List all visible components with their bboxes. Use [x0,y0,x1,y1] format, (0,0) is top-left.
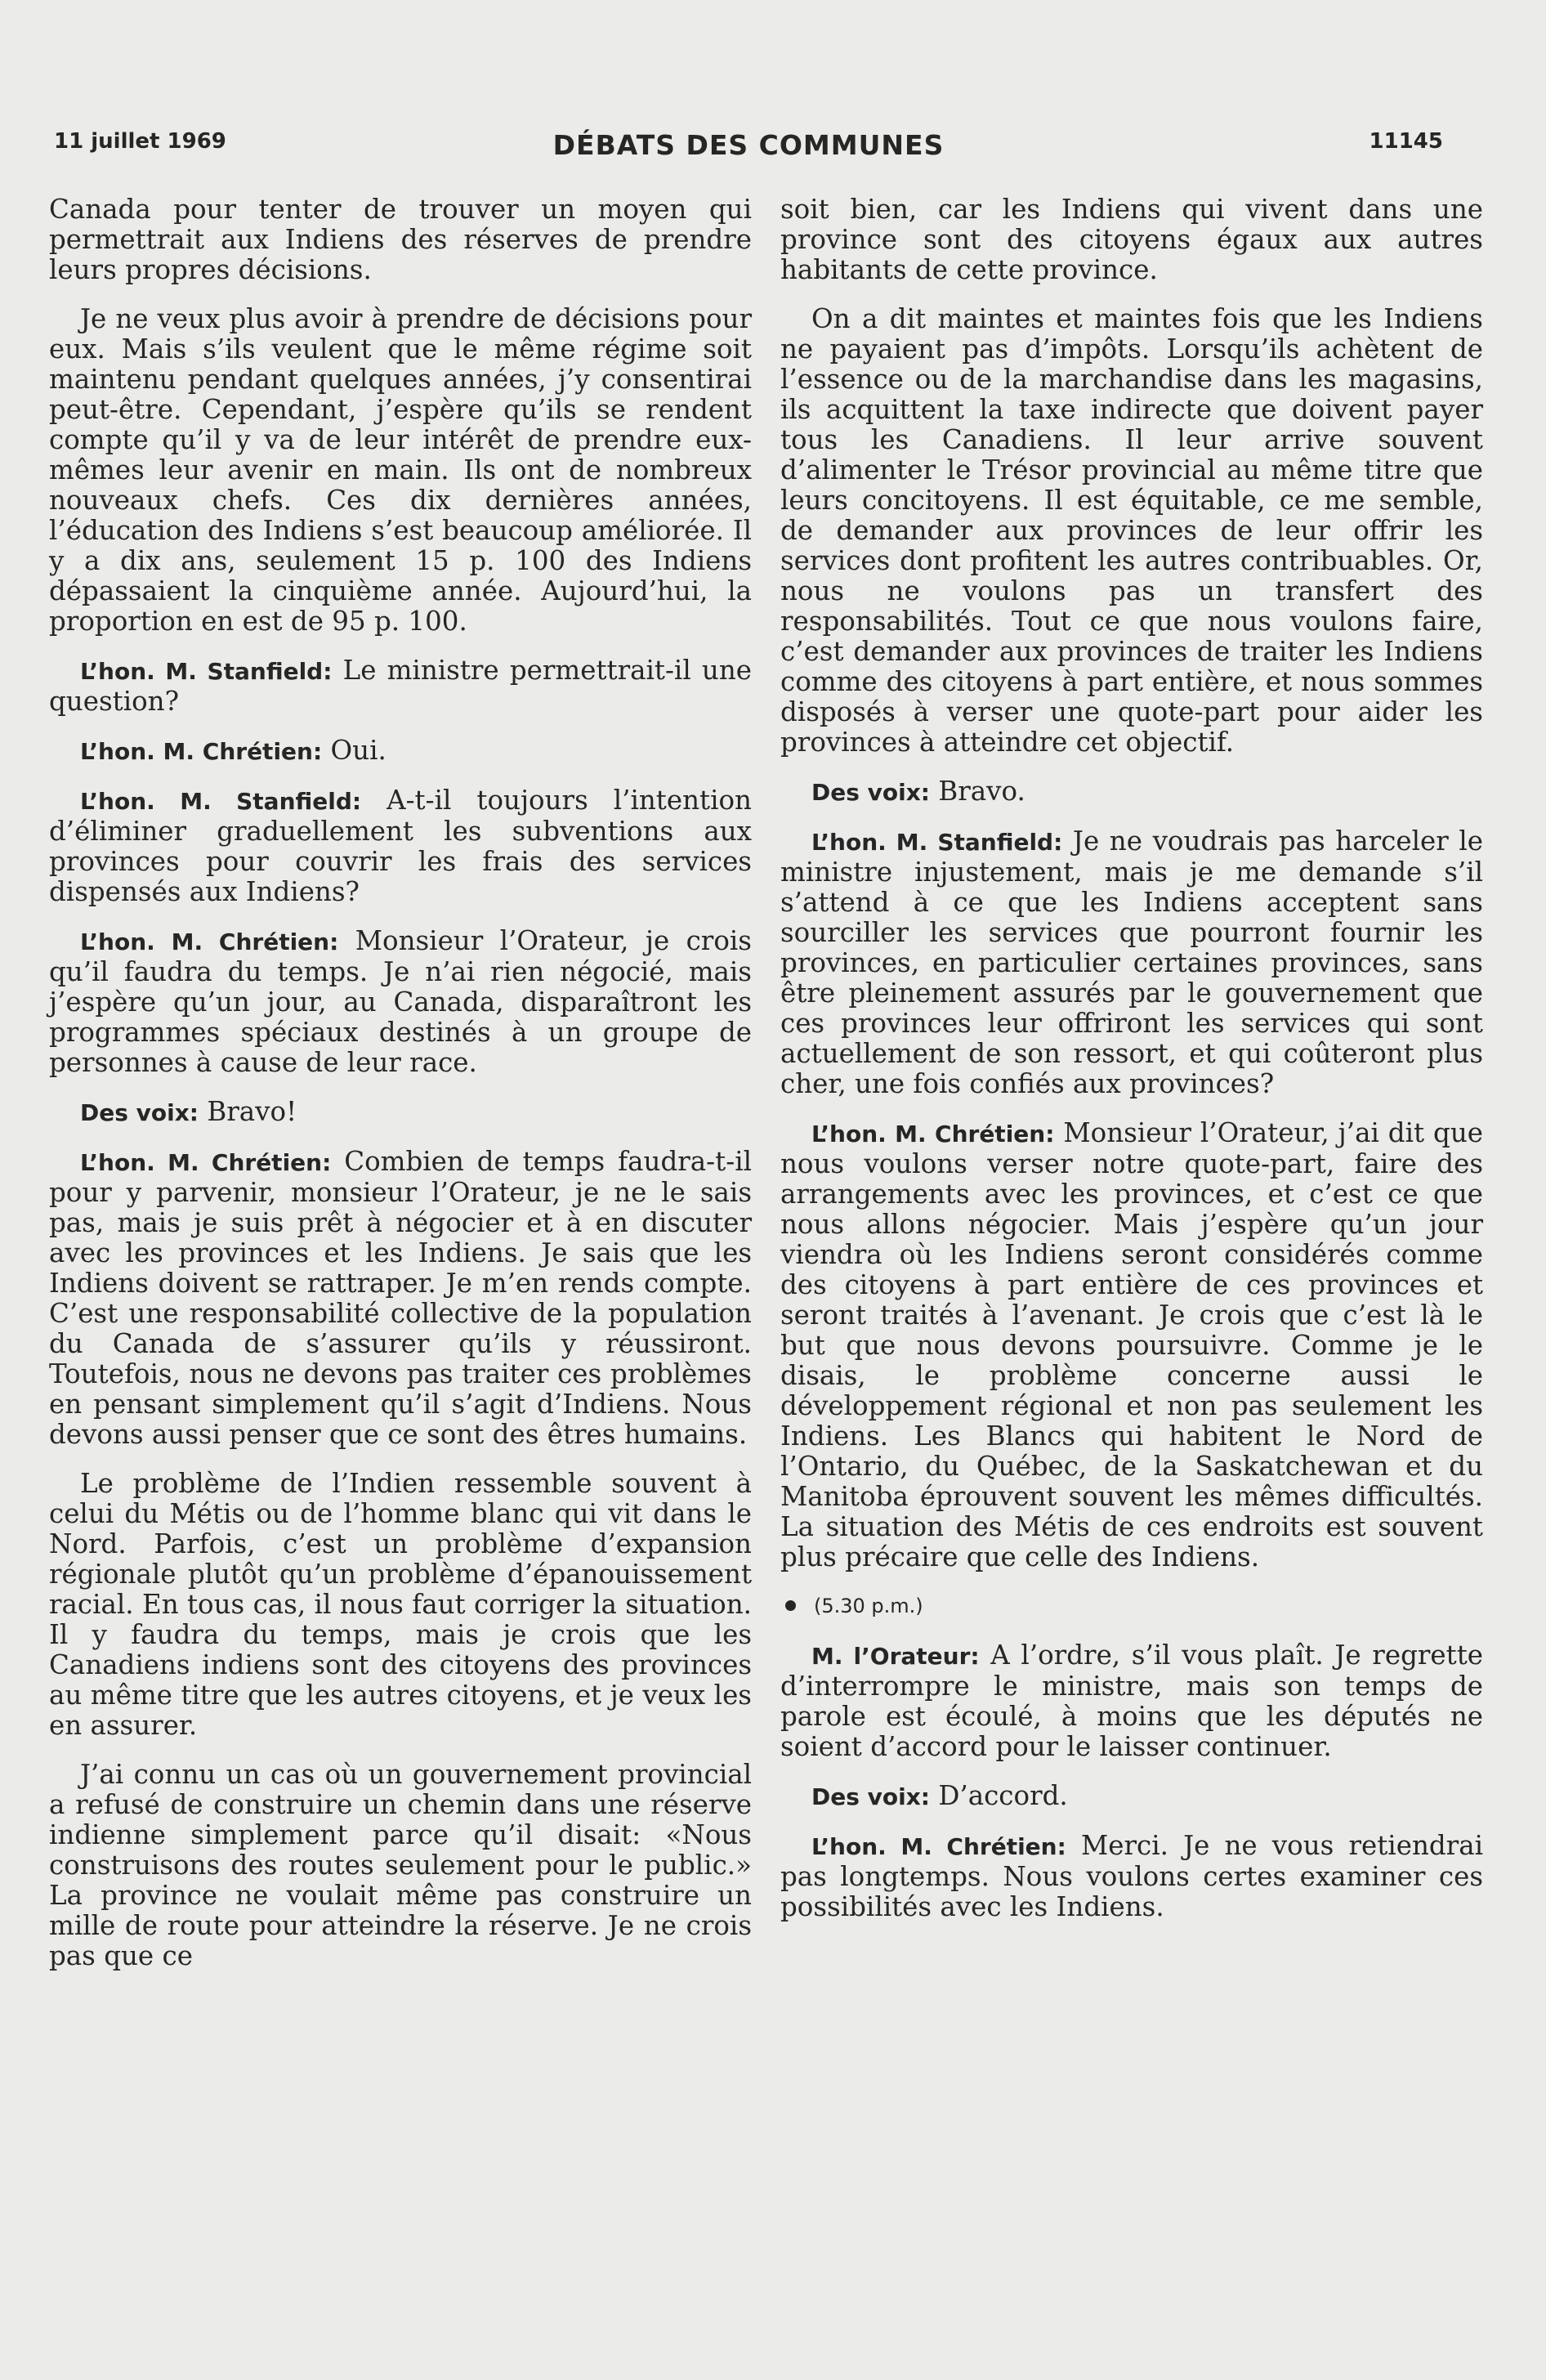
time-marker [780,1591,1483,1622]
right-column [780,195,1483,1941]
speech-paragraph [780,776,1483,808]
paragraph-text: Bravo. [938,776,1025,807]
paragraph-text: Bravo! [207,1096,297,1127]
paragraph-text: Le problème de l’Indien ressemble souvent à celui du Métis ou de l’homme blanc qui vit dans le Nord. Parfois, c’est un problème d’expansion régionale plutôt qu’un problème d’épanouissement racial. En tous cas, il nous faut corriger la situation. Il y faudra du temps, mais je crois que les Canadiens indiens sont des citoyens des provinces au même titre que les autres citoyens, et je veux les en assurer. [49,1468,752,1741]
paragraph-text: Je ne voudrais pas harceler le ministre injustement, mais je me demande s’il s’attend à ce que les Indiens acceptent sans sourciller les services que pourront fournir les provinces, en particulier certaines provinces, sans être pleinement assurés par le gouvernement que ces provinces leur offriront les services qui sont actuellement de son ressort, et qui coûteront plus cher, une fois confiés aux provinces? [780,825,1483,1099]
speaker-name: M. l’Orateur: [811,1643,980,1670]
speech-paragraph [49,655,752,717]
speech-paragraph [49,1097,752,1128]
speaker-name: Des voix: [811,1783,930,1810]
speech-paragraph [780,1831,1483,1922]
paragraph-text: (5.30 p.m.) [814,1595,923,1617]
speech-paragraph [49,736,752,767]
paragraph-text: A l’ordre, s’il vous plaît. Je regrette d’interrompre le ministre, mais son temps de parole est écoulé, à moins que les députés ne soient d’accord pour le laisser continuer. [780,1640,1483,1762]
paragraph-text: Monsieur l’Orateur, je crois qu’il faudra du temps. Je n’ai rien négocié, mais j’espère qu’un jour, au Canada, disparaîtront les programmes spéciaux destinés à un groupe de personnes à cause de leur race. [49,925,752,1078]
paragraph-text: D’accord. [938,1780,1068,1811]
bullet-icon [785,1600,796,1611]
speaker-name: L’hon. M. Stanfield: [80,658,333,685]
text-paragraph [780,304,1483,758]
speech-paragraph [780,1118,1483,1572]
paragraph-text: Canada pour tenter de trouver un moyen qui permettrait aux Indiens des réserves de prendre leurs propres décisions. [49,194,752,285]
paragraph-text: Oui. [330,735,386,766]
header-page-number: 11145 [1369,129,1443,154]
text-paragraph [780,195,1483,285]
speech-paragraph [49,1147,752,1450]
speaker-name: L’hon. M. Stanfield: [80,788,362,815]
speech-paragraph [780,1781,1483,1812]
header-date: 11 juillet 1969 [54,129,226,154]
speech-paragraph [780,826,1483,1099]
speech-paragraph [49,926,752,1078]
text-paragraph [49,1760,752,1971]
paragraph-text: Merci. Je ne vous retiendrai pas longtemps. Nous voulons certes examiner ces possibilités avec les Indiens. [780,1830,1483,1922]
speaker-name: L’hon. M. Chrétien: [80,1149,332,1176]
speaker-name: L’hon. M. Chrétien: [811,1833,1066,1860]
paragraph-text: Monsieur l’Orateur, j’ai dit que nous voulons verser notre quote-part, faire des arrangements avec les provinces, et c’est ce que nous allons négocier. Mais j’espère qu’un jour viendra où les Indiens seront considérés comme des citoyens à part entière de ces provinces et seront traités à l’avenant. Je crois que c’est là le but que nous devons poursuivre. Comme je le disais, le problème concerne aussi le développement régional et non pas seulement les Indiens. Les Blancs qui habitent le Nord de l’Ontario, du Québec, de la Saskatchewan et du Manitoba éprouvent souvent les mêmes difficultés. La situation des Métis de ces endroits est souvent plus précaire que celle des Indiens. [780,1117,1483,1572]
paragraph-text: A-t-il toujours l’intention d’éliminer graduellement les subventions aux provinces pour couvrir les frais des services dispensés aux Indiens? [49,785,752,907]
paragraph-text: Le ministre permettrait-il une question? [49,655,752,717]
speaker-name: L’hon. M. Chrétien: [811,1121,1055,1148]
text-paragraph [49,304,752,637]
text-paragraph [49,195,752,285]
speech-paragraph [49,785,752,907]
header-title: DÉBATS DES COMMUNES [552,129,945,161]
paragraph-text: soit bien, car les Indiens qui vivent dans une province sont des citoyens égaux aux autres habitants de cette province. [780,194,1483,285]
speaker-name: L’hon. M. Stanfield: [811,829,1063,856]
speaker-name: L’hon. M. Chrétien: [80,928,339,955]
speaker-name: Des voix: [80,1099,199,1126]
paragraph-text: On a dit maintes et maintes fois que les Indiens ne payaient pas d’impôts. Lorsqu’ils achètent de l’essence ou de la marchandise dans les magasins, ils acquittent la taxe indirecte que doivent payer tous les Canadiens. Il leur arrive souvent d’alimenter le Trésor provincial au même titre que leurs concitoyens. Il est équitable, ce me semble, de demander aux provinces de leur offrir les services dont profitent les autres contribuables. Or, nous ne voulons pas un transfert des responsabilités. Tout ce que nous voulons faire, c’est demander aux provinces de traiter les Indiens comme des citoyens à part entière, et nous sommes disposés à verser une quote-part pour aider les provinces à atteindre cet objectif. [780,303,1483,758]
page-header [54,129,1443,170]
left-column [49,195,752,1990]
paragraph-text: Combien de temps faudra-t-il pour y parvenir, monsieur l’Orateur, je ne le sais pas, mais je suis prêt à négocier et à en discuter avec les provinces et les Indiens. Je sais que les Indiens doivent se rattraper. Je m’en rends compte. C’est une responsabilité collective de la population du Canada de s’assurer qu’ils y réussiront. Toutefois, nous ne devons pas traiter ces problèmes en pensant simplement qu’il s’agit d’Indiens. Nous devons aussi penser que ce sont des êtres humains. [49,1146,752,1450]
speaker-name: Des voix: [811,779,930,806]
speech-paragraph [780,1640,1483,1762]
paragraph-text: Je ne veux plus avoir à prendre de décisions pour eux. Mais s’ils veulent que le même régime soit maintenu pendant quelques années, j’y consentirai peut-être. Cependant, j’espère qu’ils se rendent compte qu’il y va de leur intérêt de prendre eux-mêmes leur avenir en main. Ils ont de nombreux nouveaux chefs. Ces dix dernières années, l’éducation des Indiens s’est beaucoup améliorée. Il y a dix ans, seulement 15 p. 100 des Indiens dépassaient la cinquième année. Aujourd’hui, la proportion en est de 95 p. 100. [49,303,752,637]
paragraph-text: J’ai connu un cas où un gouvernement provincial a refusé de construire un chemin dans une réserve indienne simplement parce qu’il disait: «Nous construisons des routes seulement pour le public.» La province ne voulait même pas construire un mille de route pour atteindre la réserve. Je ne crois pas que ce [49,1759,752,1971]
text-paragraph [49,1469,752,1741]
speaker-name: L’hon. M. Chrétien: [80,738,323,765]
